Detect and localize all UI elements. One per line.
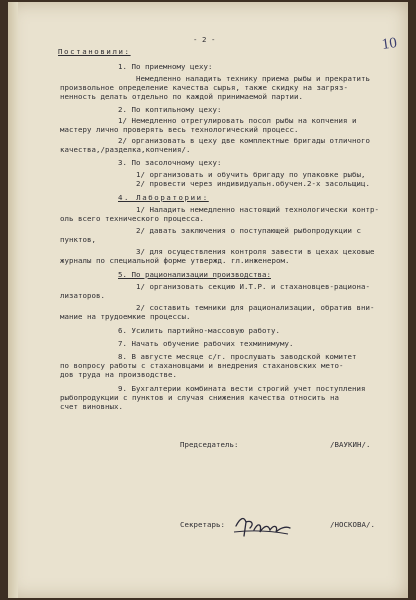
text-line: Немедленно наладить технику приема рыбы и прекратить [136, 74, 370, 83]
secretary-name: /НОСКОВА/. [330, 520, 375, 529]
secretary-label: Секретарь: [180, 520, 225, 529]
section-7: 7. Начать обучение рабочих техминимуму. [118, 339, 294, 348]
text-line: дов труда на производстве. [60, 370, 177, 379]
text-line: 1/ Наладить немедленно настоящий технологически контр- [136, 205, 379, 214]
document-heading: Постановили: [58, 47, 131, 56]
document-page [8, 2, 408, 598]
page-number: - 2 - [193, 35, 216, 44]
text-line: 2/ давать заключения о поступающей рыбопродукции с [136, 226, 361, 235]
section-4-title: 4. Лаборатории: [118, 193, 209, 202]
section-5-title: 5. По рационализации производства: [118, 270, 271, 279]
text-line: мание на трудоемкие процессы. [60, 312, 191, 321]
text-line: 2/ составить темники для рационализации, обратив вни- [136, 303, 375, 312]
section-2-title: 2. По коптильному цеху: [118, 105, 222, 114]
text-line: рыбопродукции с пунктов и случая снижения качества относить на [60, 393, 339, 402]
text-line: лизаторов. [60, 291, 105, 300]
section-8-line: 8. В августе месяце с/г. прослушать заводской комитет [118, 352, 357, 361]
page-binding-edge [8, 2, 18, 598]
text-line: 1/ Немедленно отрегулировать посол рыбы на копчения и [118, 116, 357, 125]
text-line: счет виновных. [60, 402, 123, 411]
text-line: 1/ организовать секцию И.Т.Р. и стахановцев-рационa- [136, 282, 370, 291]
section-6: 6. Усилить партийно-массовую работу. [118, 326, 280, 335]
text-line: качества,/разделка,копчения/. [60, 145, 191, 154]
handwritten-signature [232, 512, 292, 540]
text-line: 2/ провести через индивидуальн.обучен.2-х засольщиц. [136, 179, 370, 188]
text-line: произвольное определение качества сырья, также скидку на загряз- [60, 83, 348, 92]
text-line: 2/ организовать в цеху две комплектные бригады отличного [118, 136, 370, 145]
chairman-name: /ВАУКИН/. [330, 440, 371, 449]
section-1-title: 1. По приемному цеху: [118, 62, 213, 71]
section-3-title: 3. По засолочному цеху: [118, 158, 222, 167]
handwritten-page-number: 10 [380, 35, 398, 53]
text-line: 1/ организовать и обучить бригаду по упаковке рыбы, [136, 170, 366, 179]
text-line: журналы по специальной форме утвержд. гл.инженером. [60, 256, 290, 265]
text-line: ненность делать отдельно по каждой принимаемой партии. [60, 92, 303, 101]
text-line: пунктов, [60, 235, 96, 244]
text-line: 3/ для осуществления контроля завести в цехах цеховые [136, 247, 375, 256]
text-line: мастеру лично проверять весь технологический процесс. [60, 125, 299, 134]
text-line: по вопросу работы с стахановцами и внедрения стахановских мето- [60, 361, 344, 370]
text-line: оль всего технического процесса. [60, 214, 204, 223]
chairman-label: Председатель: [180, 440, 239, 449]
section-9-line: 9. Бухгалтерии комбината вести строгий учет поступления [118, 384, 366, 393]
